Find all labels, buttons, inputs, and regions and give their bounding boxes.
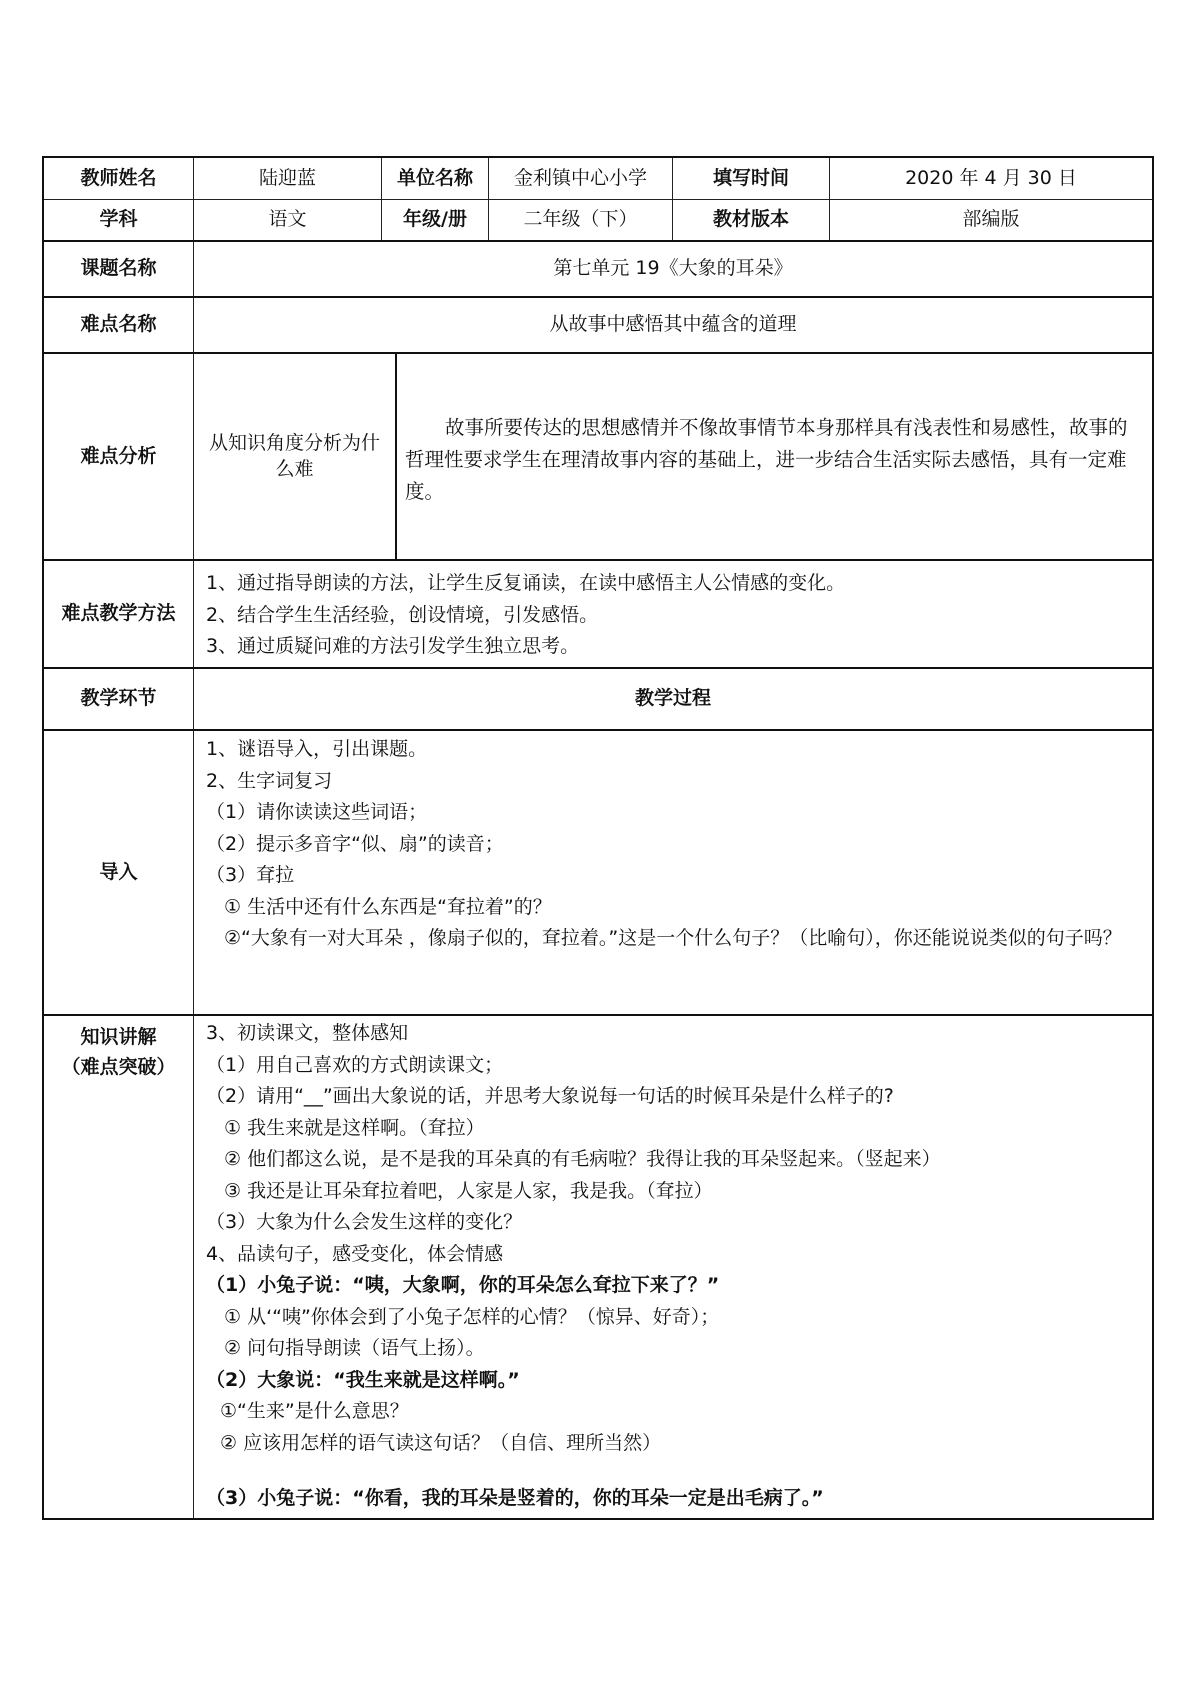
knowledge-line-bold: （2）大象说：“我生来就是这样啊。” [206, 1368, 520, 1391]
intro-line: 2、生字词复习 [206, 769, 333, 792]
knowledge-line: ② 他们都这么说，是不是我的耳朵真的有毛病啦？我得让我的耳朵竖起来。（竖起来） [224, 1148, 941, 1170]
intro-row [44, 731, 1152, 1016]
knowledge-line: 3、初读课文，整体感知 [206, 1022, 409, 1044]
edition-label: 教材版本 [673, 200, 830, 240]
method-content [194, 561, 1152, 667]
topic-label: 课题名称 [44, 242, 194, 296]
topic-value: 第七单元 19《大象的耳朵》 [553, 257, 793, 280]
knowledge-line: ①“生来”是什么意思？ [220, 1400, 409, 1422]
knowledge-line: （3）大象为什么会发生这样的变化？ [206, 1211, 523, 1233]
intro-line: （1）请你读读这些词语； [206, 801, 428, 823]
method-line-1: 1、通过指导朗读的方法，让学生反复诵读，在读中感悟主人公情感的变化。 [206, 572, 846, 594]
intro-content [194, 731, 1152, 1014]
knowledge-line-bold: （3）小兔子说：“你看，我的耳朵是竖着的，你的耳朵一定是出毛病了。” [206, 1486, 824, 1509]
knowledge-line: ① 从‘“咦”你体会到了小兔子怎样的心情？（惊异、好奇）； [224, 1305, 720, 1328]
knowledge-line: （1）用自己喜欢的方式朗读课文； [206, 1053, 504, 1076]
grade-label: 年级/册 [382, 200, 489, 240]
subject-label: 学科 [44, 200, 194, 240]
method-row [44, 561, 1152, 669]
knowledge-label-line2: （难点突破） [61, 1056, 176, 1078]
process-stage-label: 教学环节 [44, 669, 194, 729]
date-label: 填写时间 [673, 158, 830, 199]
header-row-2 [44, 200, 1152, 242]
grade-value: 二年级（下） [489, 200, 673, 240]
teacher-value: 陆迎蓝 [194, 158, 382, 199]
difficulty-value: 从故事中感悟其中蕴含的道理 [549, 313, 797, 336]
method-line-2: 2、结合学生生活经验，创设情境，引发感悟。 [206, 603, 599, 626]
analysis-text-cell [397, 354, 1152, 559]
teacher-label: 教师姓名 [44, 158, 194, 199]
method-line-3: 3、通过质疑问难的方法引发学生独立思考。 [206, 635, 580, 657]
intro-line: （2）提示多音字“似、扇”的读音； [206, 832, 504, 855]
unit-value: 金利镇中心小学 [489, 158, 673, 199]
analysis-sub-label [194, 354, 397, 559]
lesson-plan-table [42, 156, 1154, 1520]
method-label: 难点教学方法 [44, 561, 194, 667]
topic-row [44, 242, 1152, 298]
knowledge-line: ② 应该用怎样的语气读这句话？（自信、理所当然） [220, 1431, 662, 1454]
knowledge-line: ① 我生来就是这样啊。（耷拉） [224, 1116, 485, 1139]
analysis-sub-label-text: 从知识角度分析为什么难 [208, 431, 380, 480]
subject-value: 语文 [194, 200, 382, 240]
intro-line: 1、谜语导入，引出课题。 [206, 738, 428, 760]
knowledge-line: （2）请用“__”画出大象说的话，并思考大象说每一句话的时候耳朵是什么样子的? [206, 1085, 894, 1107]
difficulty-label: 难点名称 [44, 298, 194, 352]
knowledge-label-line1: 知识讲解 [80, 1026, 157, 1048]
intro-label: 导入 [44, 731, 194, 1014]
knowledge-row [44, 1016, 1152, 1518]
unit-label: 单位名称 [382, 158, 489, 199]
intro-line: ① 生活中还有什么东西是“耷拉着”的？ [224, 895, 552, 918]
knowledge-line: 4、品读句子，感受变化，体会情感 [206, 1242, 504, 1265]
date-value: 2020 年 4 月 30 日 [905, 166, 1077, 189]
knowledge-line: ② 问句指导朗读（语气上扬）。 [224, 1337, 485, 1359]
difficulty-row [44, 298, 1152, 354]
intro-line: （3）耷拉 [206, 864, 295, 886]
header-row-1 [44, 158, 1152, 200]
edition-value: 部编版 [962, 208, 1020, 231]
knowledge-label [44, 1016, 194, 1518]
process-label: 教学过程 [634, 687, 711, 710]
knowledge-content [194, 1016, 1152, 1518]
process-header-row [44, 669, 1152, 731]
intro-line: ②“大象有一对大耳朵 ，像扇子似的，耷拉着。”这是一个什么句子？（比喻句），你还能说说类似的句子吗？ [224, 927, 1122, 949]
analysis-row [44, 354, 1152, 561]
analysis-text: 故事所要传达的思想感情并不像故事情节本身那样具有浅表性和易感性，故事的哲理性要求学生在理清故事内容的基础上，进一步结合生活实际去感悟，具有一定难度。 [405, 416, 1128, 503]
knowledge-line: ③ 我还是让耳朵耷拉着吧，人家是人家，我是我。（耷拉） [224, 1179, 713, 1202]
knowledge-line-bold: （1）小兔子说：“咦，大象啊，你的耳朵怎么耷拉下来了？” [206, 1274, 720, 1296]
analysis-label: 难点分析 [44, 354, 194, 559]
